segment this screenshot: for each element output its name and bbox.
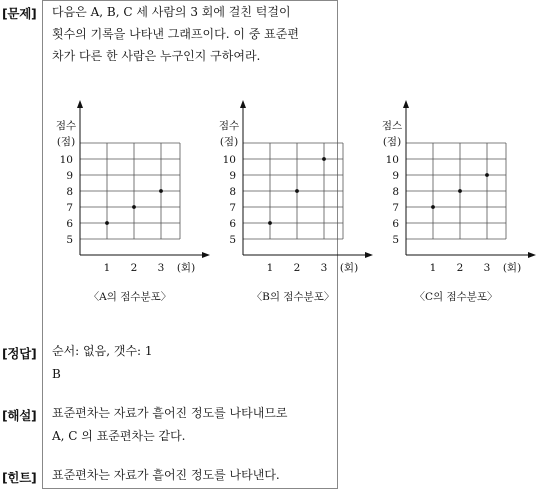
x-tick-label: 3 <box>320 262 328 274</box>
data-point <box>159 189 163 193</box>
y-tick-label: 8 <box>229 186 236 198</box>
y-tick-label: 6 <box>66 218 73 230</box>
x-axis-arrow-icon <box>202 252 210 258</box>
explanation-line-1: 표준편차는 자료가 흩어진 정도를 나타내므로 <box>52 406 288 420</box>
data-point <box>132 205 136 209</box>
x-axis-arrow-icon <box>365 252 373 258</box>
x-tick-label: 2 <box>293 262 301 274</box>
answer-line-1: 순서: 없음, 갯수: 1 <box>52 344 153 358</box>
y-tick-label: 6 <box>229 218 236 230</box>
problem-line-2: 횟수의 기록을 나타낸 그래프이다. 이 중 표준편 <box>52 27 299 41</box>
y-tick-label: 5 <box>66 234 73 246</box>
x-tick-label: 2 <box>130 262 138 274</box>
data-point <box>295 189 299 193</box>
x-tick-label: 3 <box>157 262 165 274</box>
hint-line-1: 표준편차는 자료가 흩어진 정도를 나타낸다. <box>52 468 280 482</box>
y-tick-label: 9 <box>229 170 236 182</box>
data-point <box>458 189 462 193</box>
y-tick-label: 7 <box>392 202 399 214</box>
data-point <box>105 221 109 225</box>
answer-line-2: B <box>52 367 61 381</box>
y-axis-arrow-icon <box>403 100 409 108</box>
x-axis-label: (회) <box>502 262 522 274</box>
y-tick-label: 8 <box>392 186 399 198</box>
x-tick-label: 3 <box>483 262 491 274</box>
y-tick-label: 10 <box>385 154 399 166</box>
y-axis-label: 점수 <box>218 120 240 132</box>
problem-label: [문제] <box>2 6 37 21</box>
x-tick-label: 2 <box>456 262 464 274</box>
chart-caption: 〈C의 점수분포〉 <box>414 291 498 303</box>
y-axis-arrow-icon <box>240 100 246 108</box>
chart-caption: 〈A의 점수분포〉 <box>88 291 172 303</box>
problem-line-3: 차가 다른 한 사람은 누구인지 구하여라. <box>52 49 261 63</box>
y-axis-label: 점스 <box>381 120 403 132</box>
answer-label: [정답] <box>2 346 37 361</box>
y-axis-label: 점수 <box>55 120 77 132</box>
x-tick-label: 1 <box>266 262 274 274</box>
y-axis-unit: (점) <box>382 136 402 148</box>
y-axis-arrow-icon <box>77 100 83 108</box>
data-point <box>485 173 489 177</box>
chart-caption: 〈B의 점수분포〉 <box>251 291 335 303</box>
y-tick-label: 10 <box>59 154 73 166</box>
y-tick-label: 5 <box>229 234 236 246</box>
y-axis-unit: (점) <box>56 136 76 148</box>
x-axis-arrow-icon <box>528 252 536 258</box>
explanation-label: [해설] <box>2 408 37 423</box>
x-tick-label: 1 <box>429 262 437 274</box>
y-tick-label: 6 <box>392 218 399 230</box>
hint-label: [힌트] <box>2 470 37 485</box>
x-tick-label: 1 <box>103 262 111 274</box>
data-point <box>268 221 272 225</box>
x-axis-label: (회) <box>176 262 196 274</box>
y-axis-unit: (점) <box>219 136 239 148</box>
y-tick-label: 9 <box>66 170 73 182</box>
x-axis-label: (회) <box>339 262 359 274</box>
explanation-line-2: A, C 의 표준편차는 같다. <box>52 429 186 443</box>
y-tick-label: 9 <box>392 170 399 182</box>
y-tick-label: 5 <box>392 234 399 246</box>
problem-line-1: 다음은 A, B, C 세 사람의 3 회에 걸친 턱걸이 <box>52 5 291 19</box>
y-tick-label: 8 <box>66 186 73 198</box>
data-point <box>431 205 435 209</box>
data-point <box>322 157 326 161</box>
y-tick-label: 7 <box>229 202 236 214</box>
y-tick-label: 7 <box>66 202 73 214</box>
y-tick-label: 10 <box>222 154 236 166</box>
